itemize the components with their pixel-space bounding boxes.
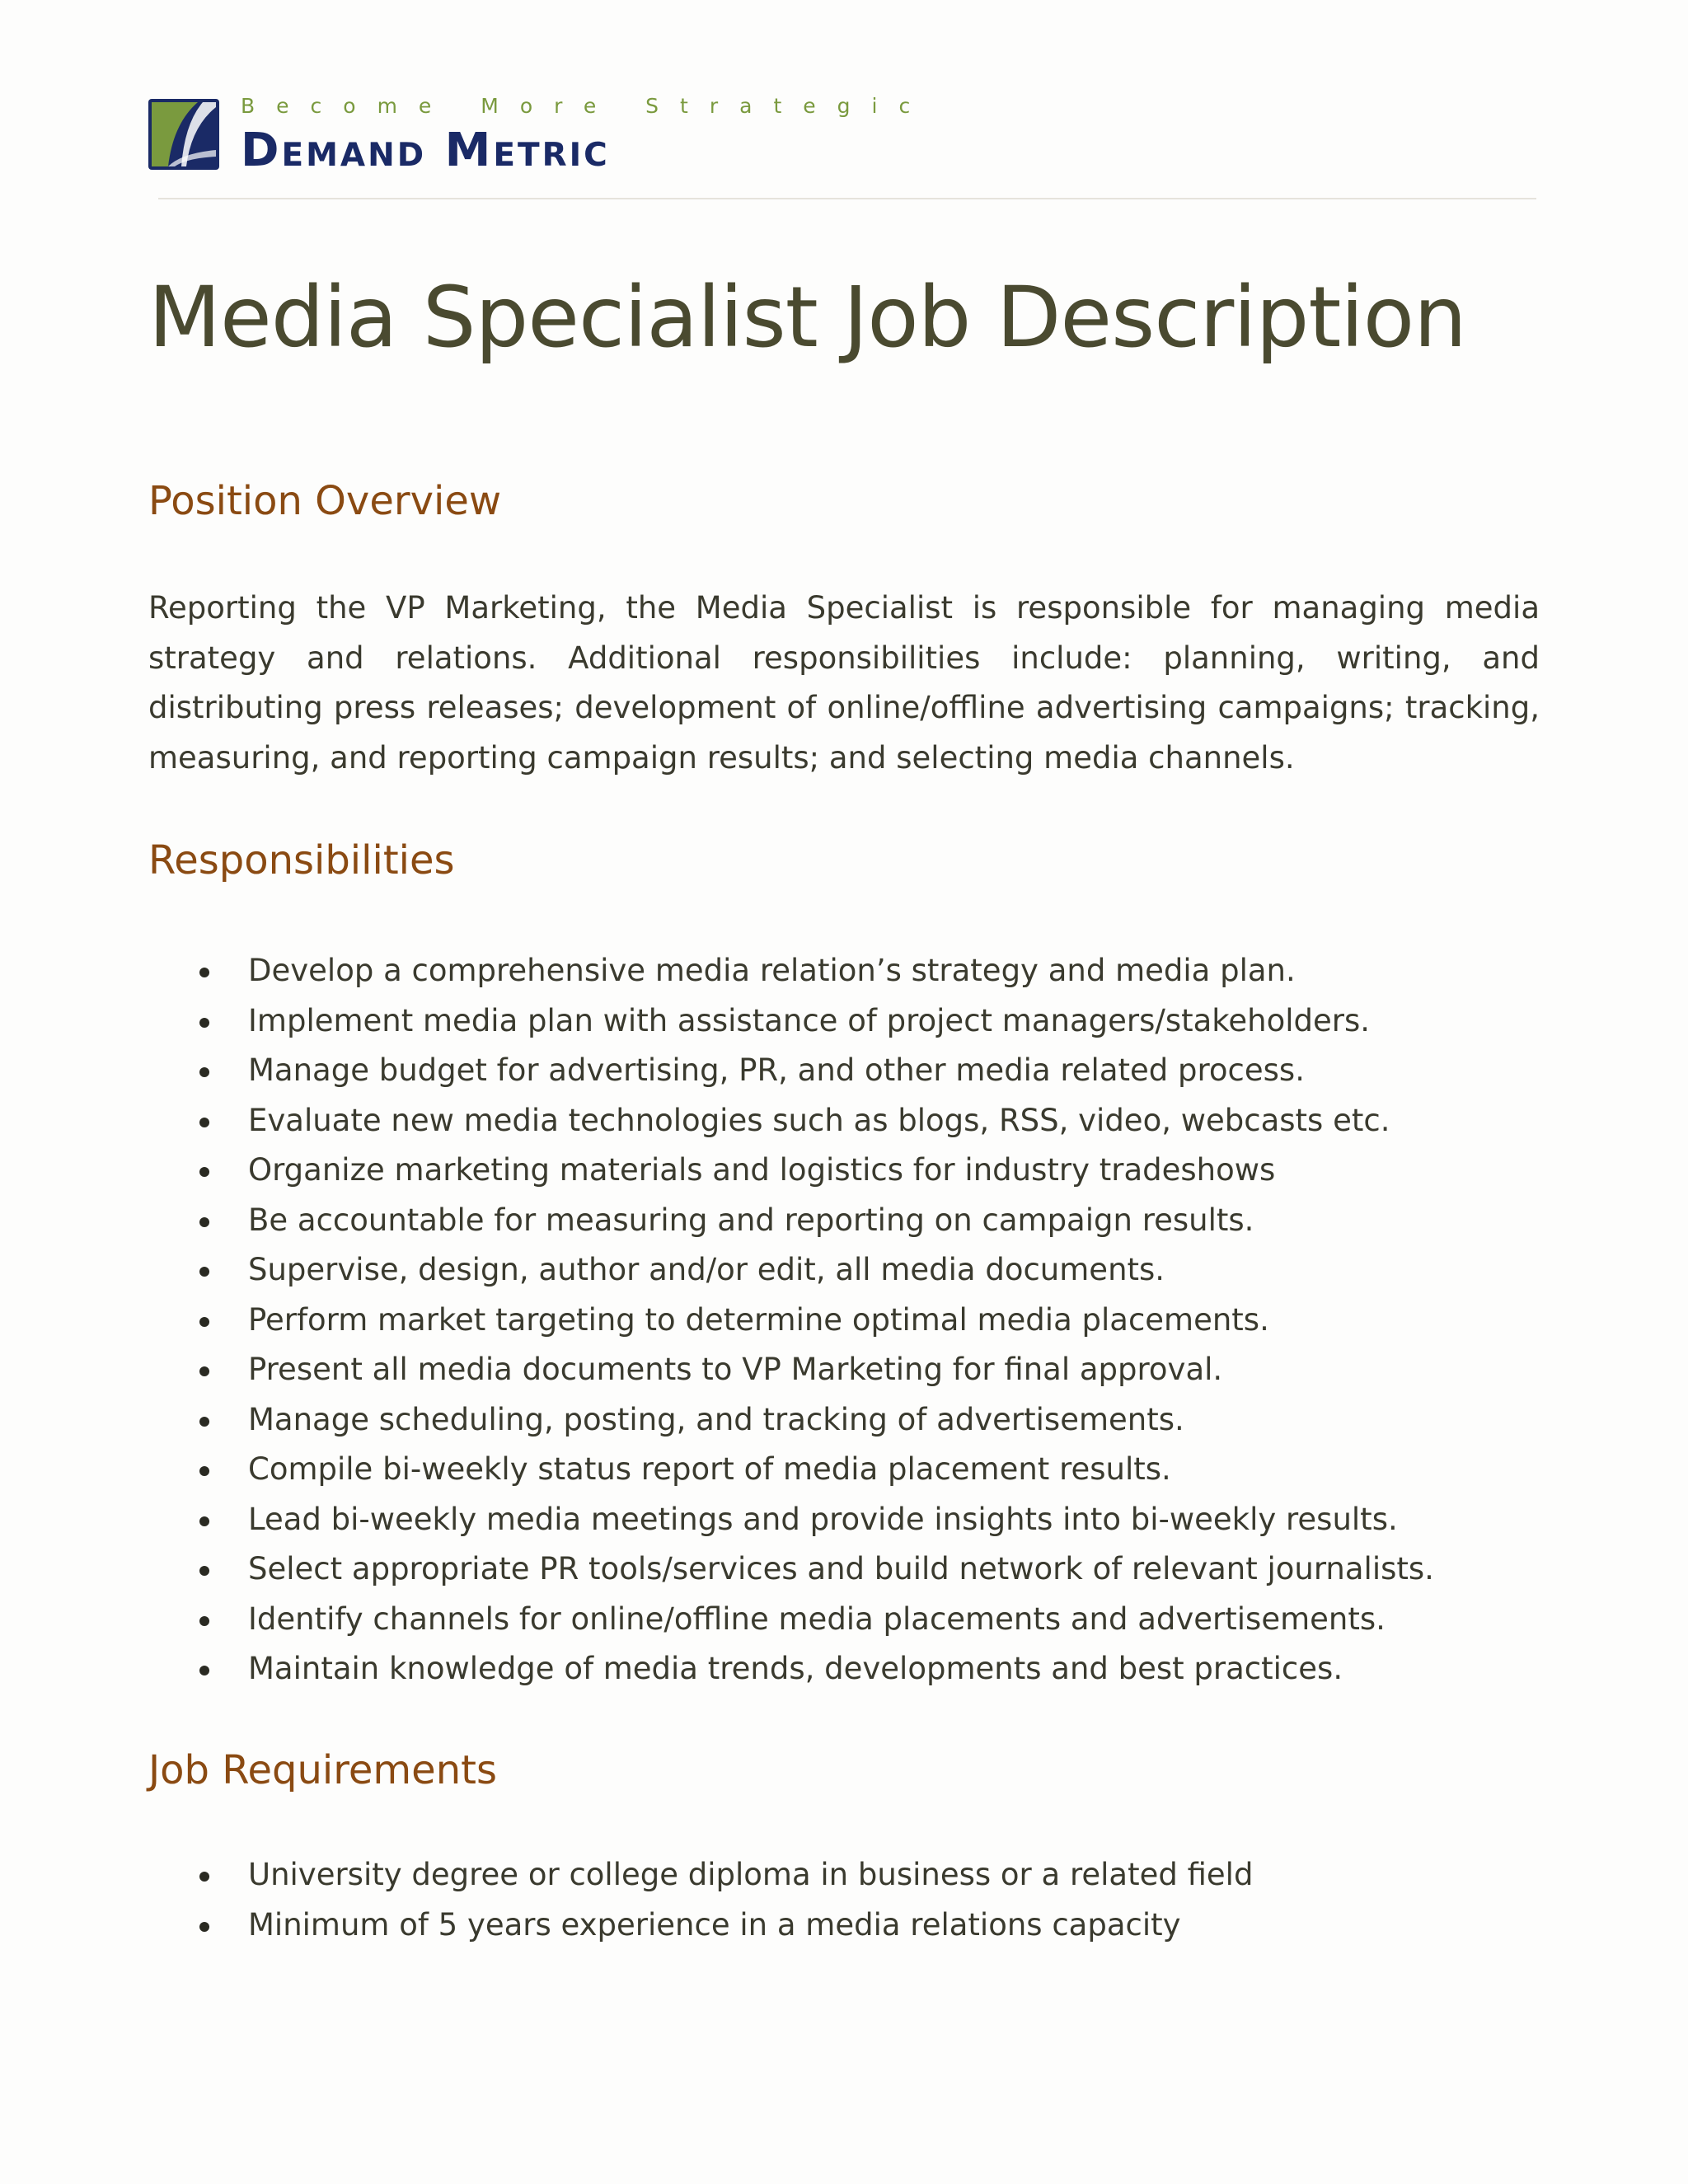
bullet-icon (199, 1516, 209, 1526)
bullet-icon (199, 1922, 209, 1932)
list-item-text: Maintain knowledge of media trends, developments and best practices. (248, 1651, 1343, 1686)
bullet-icon (199, 1317, 209, 1327)
bullet-icon (199, 1417, 209, 1427)
list-item (148, 1495, 1434, 1545)
bullet-icon (199, 968, 209, 977)
bullet-icon (199, 1018, 209, 1028)
requirements-list (148, 1850, 1253, 1950)
section-heading-responsibilities: Responsibilities (148, 837, 455, 883)
bullet-icon (199, 1466, 209, 1476)
page-title: Media Specialist Job Description (148, 269, 1466, 367)
bullet-icon (199, 1366, 209, 1376)
brand-tagline: Become More Strategic (241, 94, 932, 118)
list-item (148, 1595, 1434, 1645)
bullet-icon (199, 1067, 209, 1077)
responsibilities-list (148, 946, 1434, 1694)
demand-metric-logo (148, 92, 932, 177)
demand-metric-logo-icon (148, 99, 219, 170)
list-item-text: Supervise, design, author and/or edit, all media documents. (248, 1252, 1165, 1287)
list-item-text: Compile bi-weekly status report of media placement results. (248, 1451, 1171, 1487)
list-item (148, 1046, 1434, 1096)
list-item-text: Minimum of 5 years experience in a media relations capacity (248, 1906, 1181, 1943)
list-item-text: Manage budget for advertising, PR, and other media related process. (248, 1052, 1305, 1088)
list-item-text: Identify channels for online/offline media placements and advertisements. (248, 1601, 1386, 1637)
header-divider (158, 198, 1536, 199)
list-item-text: Present all media documents to VP Marketing for final approval. (248, 1352, 1223, 1387)
list-item-text: Select appropriate PR tools/services and build network of relevant journalists. (248, 1551, 1434, 1586)
bullet-icon (199, 1217, 209, 1227)
bullet-icon (199, 1267, 209, 1277)
list-item (148, 1245, 1434, 1296)
list-item (148, 946, 1434, 996)
list-item-text: University degree or college diploma in business or a related field (248, 1857, 1254, 1892)
list-item-text: Develop a comprehensive media relation’s strategy and media plan. (248, 953, 1296, 988)
list-item (148, 1196, 1434, 1246)
list-item-text: Lead bi-weekly media meetings and provide insights into bi-weekly results. (248, 1501, 1398, 1537)
list-item-text: Implement media plan with assistance of project managers/stakeholders. (248, 1002, 1371, 1038)
list-item (148, 1296, 1434, 1346)
overview-paragraph: Reporting the VP Marketing, the Media Specialist is responsible for managing media strategy and relations. Additional responsibilities include: planning, writing, and distributing press releases; development of online/offline advertising campaigns; tracking, measuring, and reporting campaign results; and selecting media channels. (148, 590, 1540, 776)
list-item-text: Evaluate new media technologies such as blogs, RSS, video, webcasts etc. (248, 1102, 1390, 1138)
brand-name: Demand Metric (241, 124, 610, 177)
list-item (148, 996, 1434, 1047)
list-item (148, 1850, 1253, 1900)
list-item (148, 1345, 1434, 1395)
bullet-icon (199, 1666, 209, 1675)
list-item-text: Manage scheduling, posting, and tracking of advertisements. (248, 1401, 1184, 1437)
bullet-icon (199, 1167, 209, 1177)
list-item (148, 1445, 1434, 1495)
bullet-icon (199, 1118, 209, 1127)
bullet-icon (199, 1566, 209, 1576)
list-item-text: Organize marketing materials and logistics for industry tradeshows (248, 1152, 1276, 1188)
list-item (148, 1544, 1434, 1595)
list-item (148, 1900, 1253, 1951)
bullet-icon (199, 1616, 209, 1626)
list-item-text: Be accountable for measuring and reporting on campaign results. (248, 1202, 1254, 1238)
bullet-icon (199, 1872, 209, 1882)
section-heading-overview: Position Overview (148, 478, 502, 524)
list-item (148, 1644, 1434, 1694)
list-item-text: Perform market targeting to determine optimal media placements. (248, 1301, 1269, 1338)
list-item (148, 1146, 1434, 1196)
section-heading-requirements: Job Requirements (148, 1747, 497, 1793)
list-item (148, 1096, 1434, 1146)
list-item (148, 1395, 1434, 1446)
